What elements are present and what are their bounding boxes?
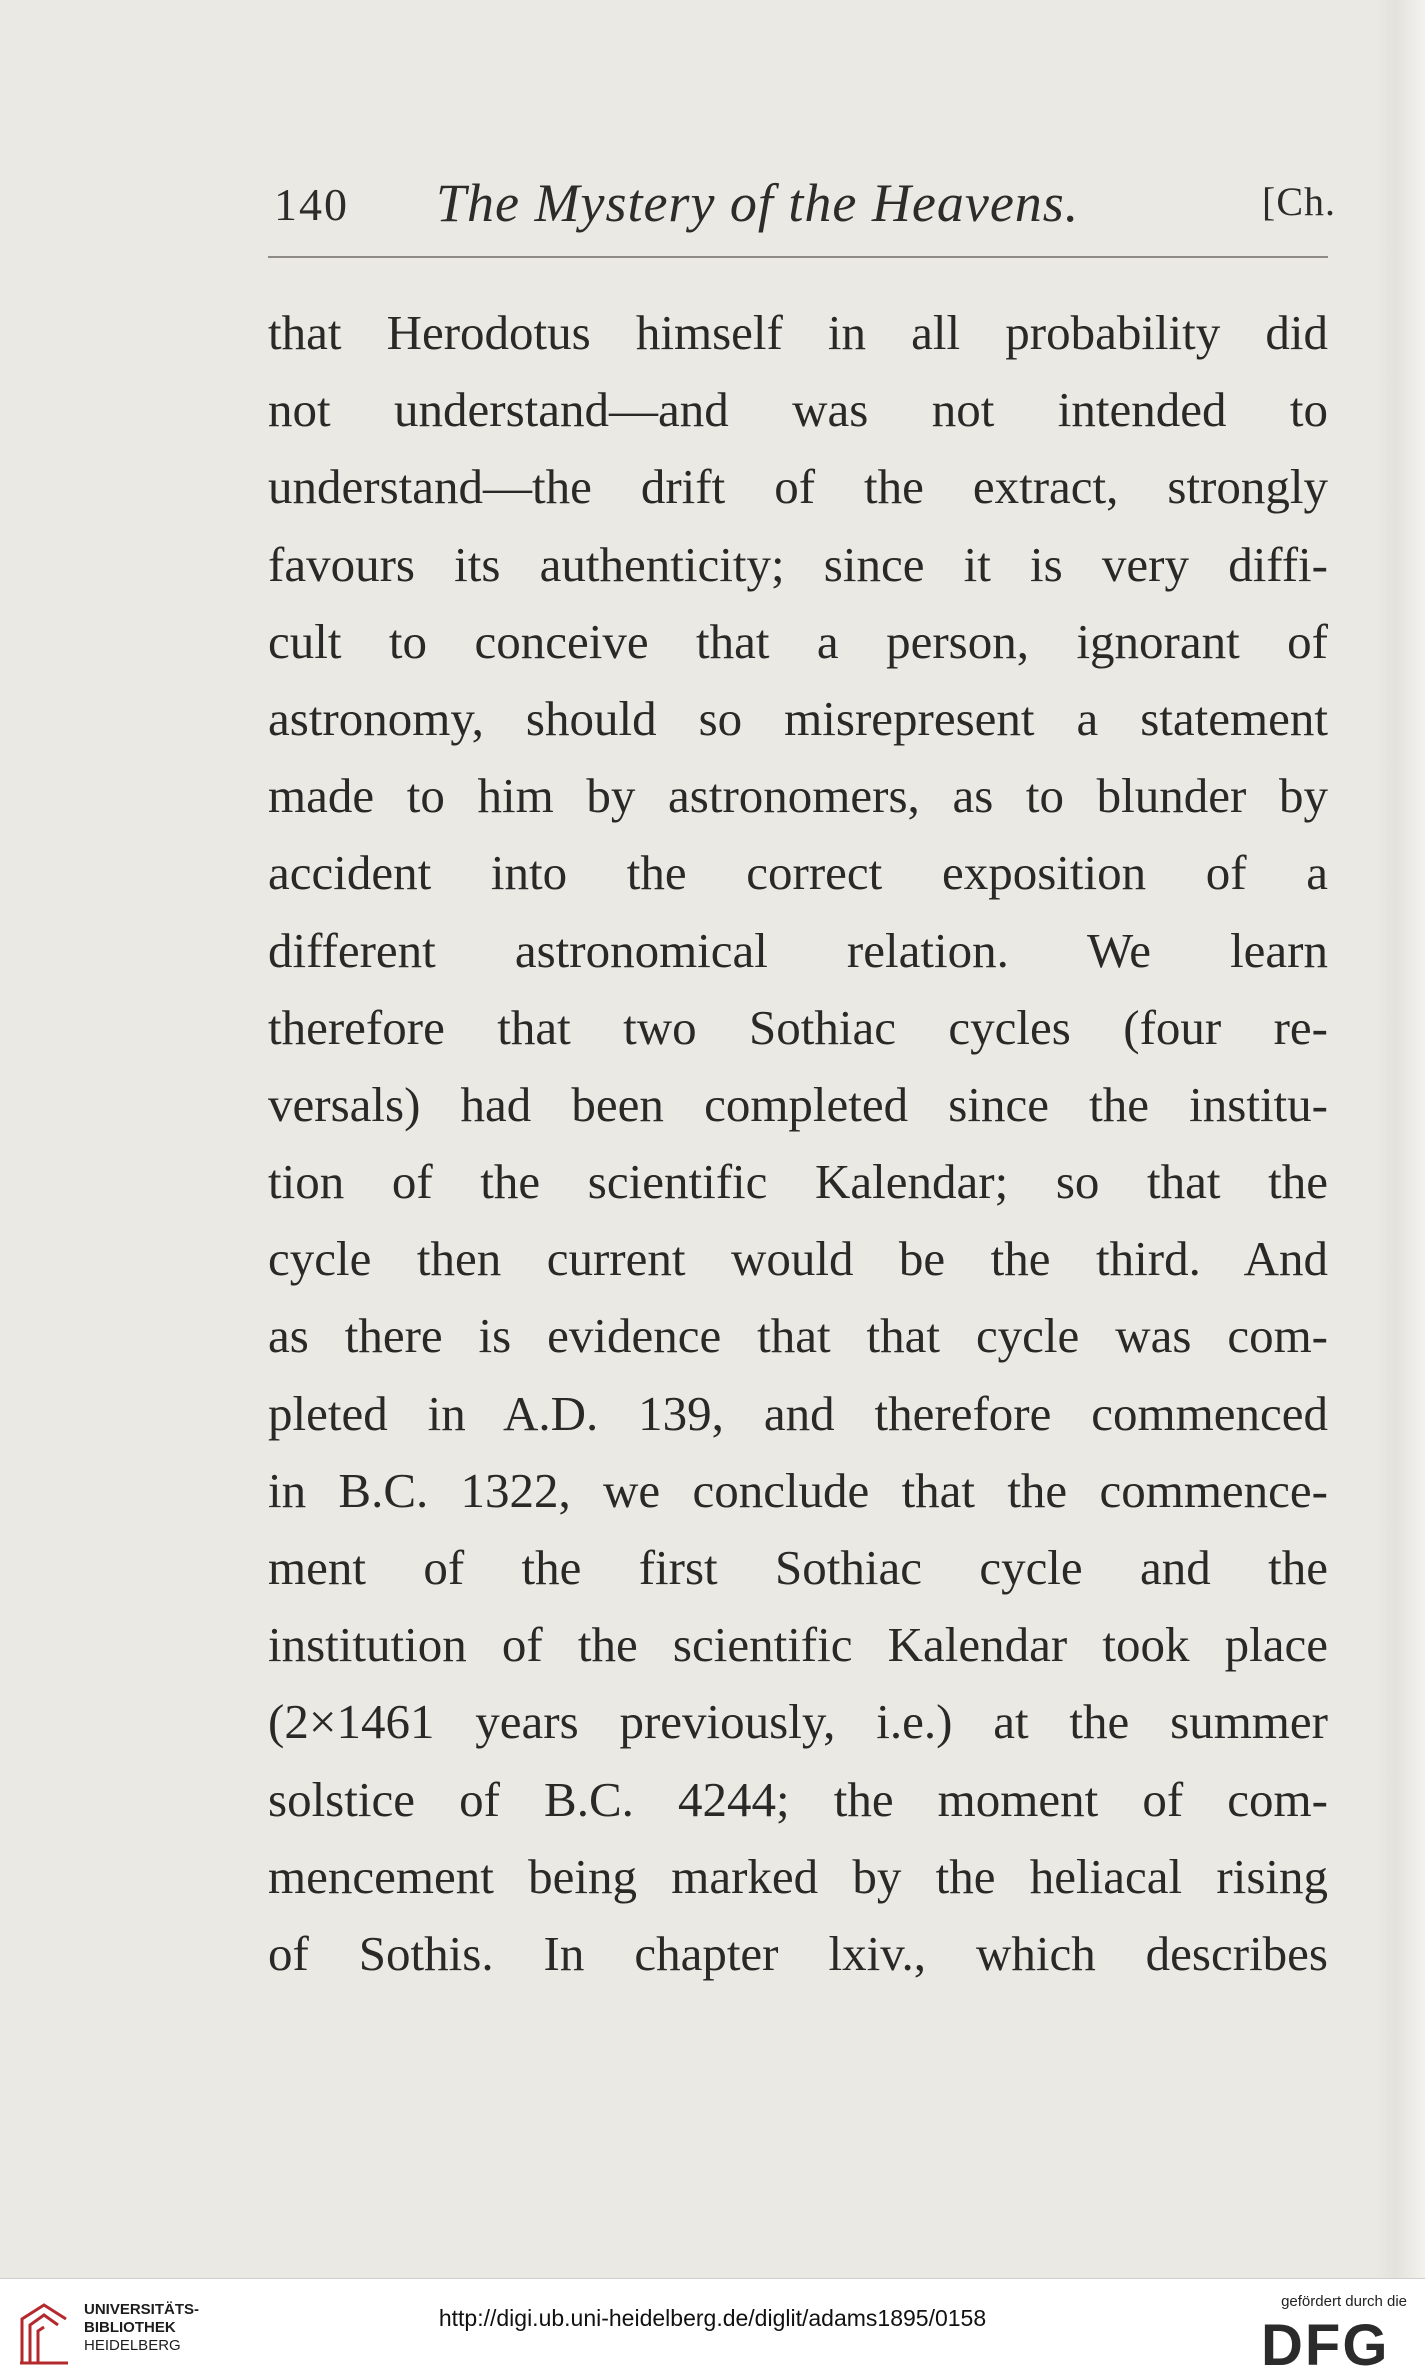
text-line: mencement being marked by the heliacal rising [268,1848,1328,1904]
book-title: The Mystery of the Heavens. [436,173,1080,233]
text-line: therefore that two Sothiac cycles (four re- [268,999,1328,1055]
text-line: cycle then current would be the third. And [268,1231,1328,1287]
library-name-line: UNIVERSITÄTS- [84,2301,200,2318]
text-line: (2×1461 years previously, i.e.) at the summer [268,1694,1328,1750]
text-line: made to him by astronomers, as to blunder by [268,768,1328,824]
text-line: in B.C. 1322, we conclude that the commence- [268,1462,1328,1518]
library-name-line: BIBLIOTHEK [84,2319,176,2336]
page-edge [1375,0,1425,2278]
permalink-url[interactable]: http://digi.ub.uni-heidelberg.de/diglit/adams1895/0158 [438,2305,987,2331]
text-line: different astronomical relation. We learn [268,922,1328,978]
text-line: that Herodotus himself in all probability did [268,305,1328,360]
text-line: tion of the scientific Kalendar; so that the [268,1154,1328,1210]
chapter-marker: [Ch. [1262,179,1336,224]
text-line: accident into the correct exposition of a [268,845,1328,901]
text-line: cult to conceive that a person, ignorant of [268,613,1328,669]
text-line: solstice of B.C. 4244; the moment of com- [268,1771,1328,1827]
text-line: not understand—and was not intended to [268,382,1328,438]
funded-by-label: gefördert durch die [1281,2293,1407,2310]
running-head [268,168,1336,238]
text-line: ment of the first Sothiac cycle and the [268,1540,1328,1595]
text-line: pleted in A.D. 139, and therefore commenced [268,1385,1328,1441]
text-line: understand—the drift of the extract, strongly [268,459,1328,515]
text-line: astronomy, should so misrepresent a statement [268,690,1328,746]
text-line: versals) had been completed since the institu- [268,1076,1328,1132]
text-line: of Sothis. In chapter lxiv., which describes [268,1925,1328,1981]
page-number: 140 [274,179,349,230]
text-line: favours its authenticity; since it is very diffi- [268,536,1328,592]
dfg-logo-text: DFG [1261,2315,1390,2371]
dfg-logo-icon[interactable] [1261,2315,1411,2371]
body-text [268,294,1328,1992]
header-rule [268,256,1328,258]
library-name-line: HEIDELBERG [84,2337,181,2354]
text-line: as there is evidence that that cycle was com- [268,1308,1328,1364]
text-line: institution of the scientific Kalendar took place [268,1617,1328,1673]
viewer-footer [0,2278,1425,2380]
